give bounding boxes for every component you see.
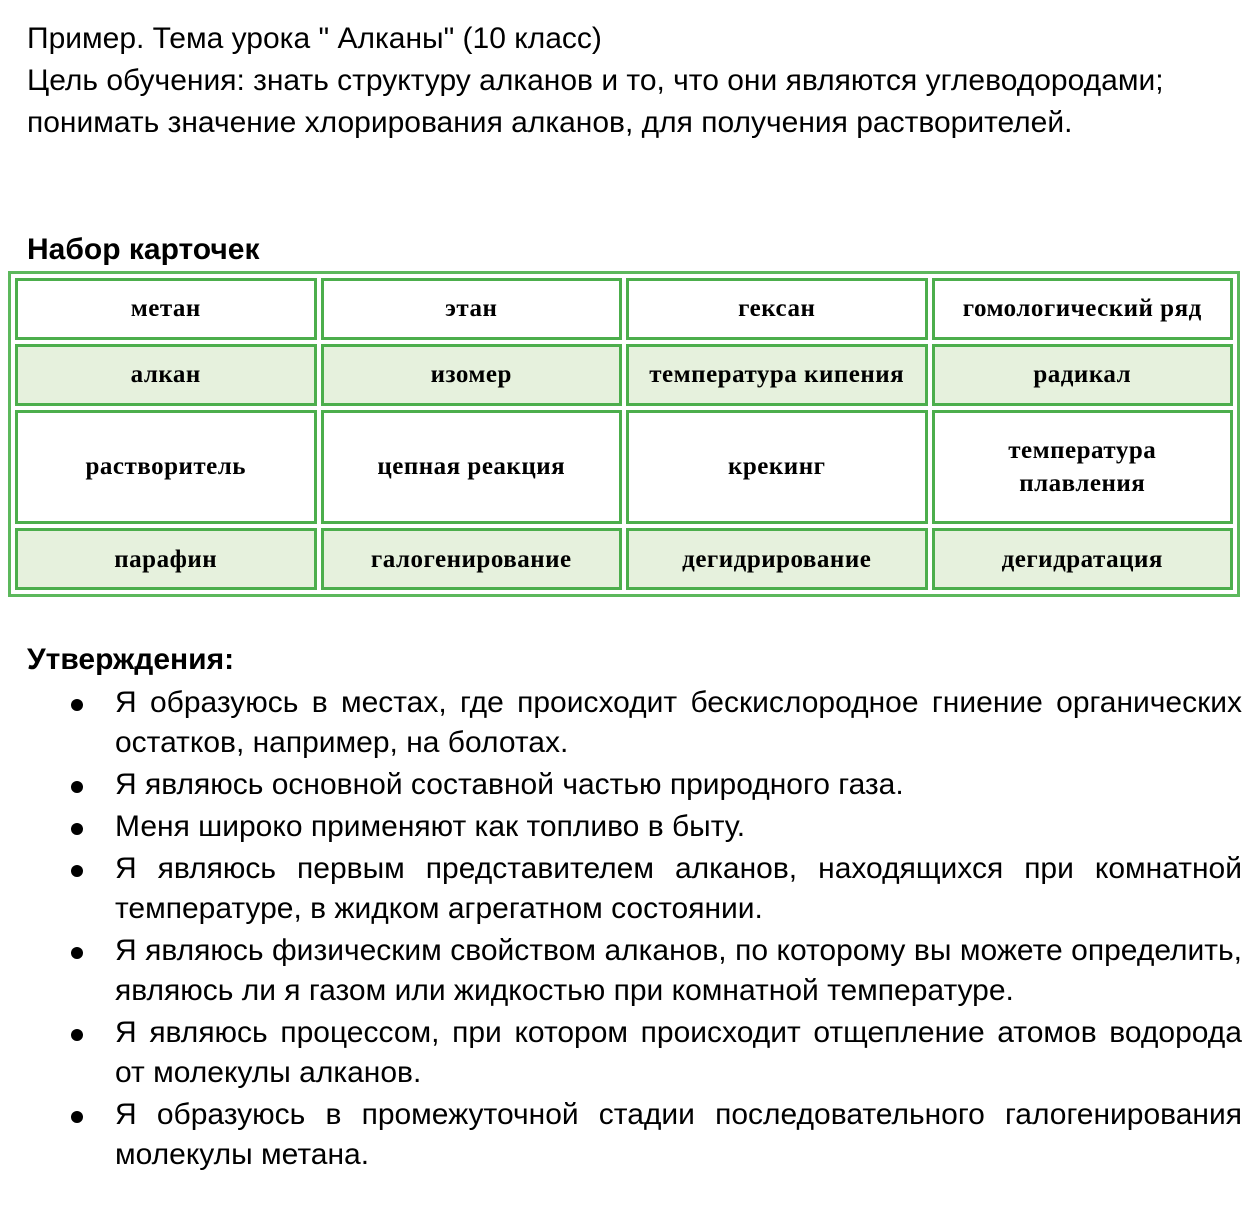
- statement-text: Я являюсь физическим свойством алканов, по которому вы можете определить, являюсь ли я газом или жидкостью при комнатной температуре.: [115, 934, 1242, 1007]
- list-item: [0, 807, 1242, 847]
- learning-goal: Цель обучения: знать структуру алканов и то, что они являются углеводородами; понимать значение хлорирования алканов, для получения растворителей.: [27, 64, 1164, 139]
- statements-list: [0, 683, 1242, 1177]
- intro-block: [27, 18, 1242, 144]
- card: дегидрирование: [626, 528, 928, 590]
- card: температура кипения: [626, 344, 928, 406]
- statement-text: Я являюсь основной составной частью природного газа.: [115, 768, 904, 801]
- cards-table: [8, 271, 1240, 597]
- statement-text: Я образуюсь в местах, где происходит бескислородное гниение органических остатков, например, на болотах.: [115, 686, 1242, 759]
- list-item: [0, 1095, 1242, 1175]
- list-item: [0, 931, 1242, 1011]
- card: цепная реакция: [321, 410, 623, 524]
- card: изомер: [321, 344, 623, 406]
- card: этан: [321, 278, 623, 340]
- list-item: [0, 849, 1242, 929]
- card: гомологический ряд: [932, 278, 1234, 340]
- bullet-icon: [71, 823, 83, 835]
- card: метан: [15, 278, 317, 340]
- list-item: [0, 1013, 1242, 1093]
- card: крекинг: [626, 410, 928, 524]
- bullet-icon: [71, 865, 83, 877]
- card: галогенирование: [321, 528, 623, 590]
- bullet-icon: [71, 699, 83, 711]
- cards-row: [15, 278, 1233, 340]
- card: дегидратация: [932, 528, 1234, 590]
- bullet-icon: [71, 781, 83, 793]
- card: гексан: [626, 278, 928, 340]
- card: алкан: [15, 344, 317, 406]
- cards-heading: Набор карточек: [27, 233, 260, 266]
- card: парафин: [15, 528, 317, 590]
- statement-text: Я образуюсь в промежуточной стадии последовательного галогенирования молекулы метана.: [115, 1098, 1242, 1171]
- cards-row: [15, 410, 1233, 524]
- lesson-topic: Пример. Тема урока " Алканы" (10 класс): [27, 22, 602, 55]
- bullet-icon: [71, 1111, 83, 1123]
- list-item: [0, 765, 1242, 805]
- statement-text: Меня широко применяют как топливо в быту.: [115, 810, 746, 843]
- cards-row: [15, 528, 1233, 590]
- card: радикал: [932, 344, 1234, 406]
- card: температура плавления: [932, 410, 1234, 524]
- bullet-icon: [71, 1029, 83, 1041]
- list-item: [0, 683, 1242, 763]
- card: растворитель: [15, 410, 317, 524]
- statement-text: Я являюсь первым представителем алканов, находящихся при комнатной температуре, в жидком агрегатном состоянии.: [115, 852, 1242, 925]
- statements-heading: Утверждения:: [27, 643, 235, 676]
- bullet-icon: [71, 947, 83, 959]
- statement-text: Я являюсь процессом, при котором происходит отщепление атомов водорода от молекулы алканов.: [115, 1016, 1242, 1089]
- cards-row: [15, 344, 1233, 406]
